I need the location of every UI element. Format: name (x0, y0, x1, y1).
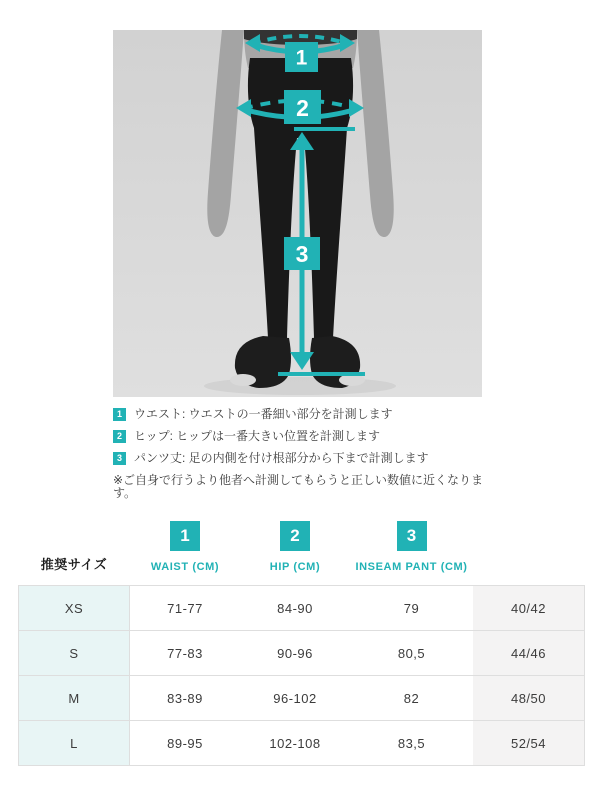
cell-waist: 83-89 (167, 690, 203, 706)
table-row-m (19, 676, 584, 721)
cell-waist: 77-83 (167, 645, 203, 661)
cell-hip: 90-96 (277, 645, 313, 661)
cell-inseam: 83,5 (397, 735, 426, 751)
hip-header-label: HIP (CM) (269, 561, 321, 573)
waist-marker-number: 1 (295, 46, 308, 70)
hip-marker-number: 2 (296, 95, 309, 121)
size-table-header (18, 514, 585, 585)
header-cell-waist (130, 514, 240, 585)
cell-size: S (19, 631, 130, 675)
cell-inseam: 80,5 (397, 645, 426, 661)
cell-waist: 89-95 (167, 735, 203, 751)
table-row-xs (19, 586, 584, 631)
legend-item-hip (113, 430, 493, 443)
header-cell-size (18, 514, 130, 585)
waist-header-label: WAIST (CM) (150, 561, 220, 573)
size-table (18, 585, 585, 766)
legend-item-waist (113, 408, 493, 421)
legend-text-inseam: パンツ丈: 足の内側を付け根部分から下まで計測します (134, 451, 429, 465)
cell-hip: 102-108 (269, 735, 321, 751)
cell-hip: 96-102 (273, 690, 317, 706)
legend-num-1: 1 (113, 408, 126, 421)
cell-size: XS (19, 586, 130, 630)
cell-size: L (19, 721, 130, 765)
header-cell-inseam (350, 514, 473, 585)
cell-waist: 71-77 (167, 600, 203, 616)
inseam-header-square: 3 (397, 521, 427, 551)
cell-eu: 44/46 (473, 631, 584, 675)
cell-eu: 48/50 (473, 676, 584, 720)
measurement-legend (113, 408, 493, 500)
cell-eu: 52/54 (473, 721, 584, 765)
table-row-s (19, 631, 584, 676)
left-shoe-toe (230, 374, 256, 386)
cell-inseam: 82 (403, 690, 420, 706)
legend-note: ※ご自身で行うより他者へ計測してもらうと正しい数値に近くなります。 (113, 473, 484, 500)
cell-eu: 40/42 (473, 586, 584, 630)
cell-size: M (19, 676, 130, 720)
cell-inseam: 79 (403, 600, 420, 616)
legend-item-inseam (113, 452, 493, 465)
inseam-header-label: INSEAM PANT (CM) (355, 561, 468, 573)
legend-num-2: 2 (113, 430, 126, 443)
size-header-label: 推奨サイズ (40, 557, 108, 572)
legend-text-hip: ヒップ: ヒップは一番大きい位置を計測します (134, 429, 380, 443)
legend-text-waist: ウエスト: ウエストの一番細い部分を計測します (134, 407, 393, 421)
legend-num-3: 3 (113, 452, 126, 465)
cell-hip: 84-90 (277, 600, 313, 616)
header-cell-hip (240, 514, 350, 585)
hip-header-square: 2 (280, 521, 310, 551)
inseam-marker-number: 3 (295, 241, 309, 267)
table-row-l (19, 721, 584, 765)
figure-svg (113, 30, 482, 397)
measurement-figure (113, 30, 482, 397)
header-cell-eu (473, 514, 585, 585)
waist-header-square: 1 (170, 521, 200, 551)
